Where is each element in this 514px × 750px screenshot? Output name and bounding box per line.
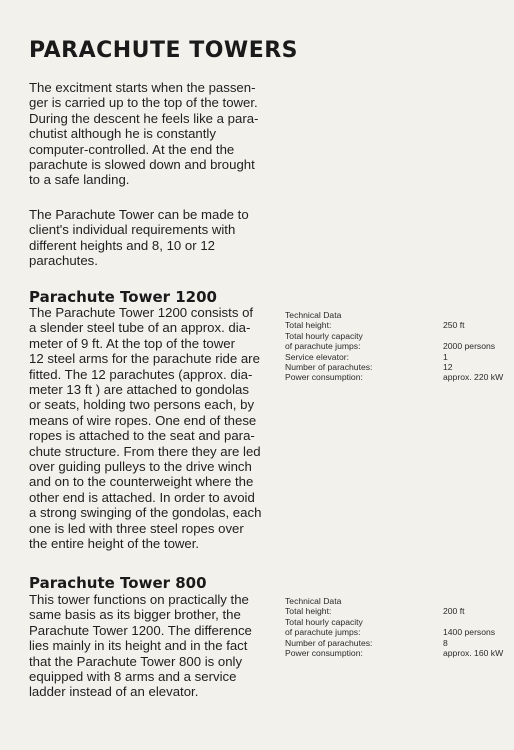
tower-1200-line: a slender steel tube of an approx. dia- <box>29 320 251 336</box>
intro2-line: client's individual requirements with <box>29 222 236 238</box>
intro-paragraph <box>29 80 279 188</box>
tower-1200-line: ropes is attached to the seat and para- <box>29 428 255 444</box>
tower-1200-line: chute structure. From there they are led <box>29 443 261 459</box>
intro-line: computer-controlled. At the end the <box>29 141 235 157</box>
intro2-line: different heights and 8, 10 or 12 <box>29 237 215 253</box>
intro2-line: The Parachute Tower can be made to <box>29 207 249 222</box>
intro-line: The excitment starts when the passen- <box>29 80 256 95</box>
tech-value: approx. 220 kW <box>443 372 504 383</box>
tech-row-power <box>285 648 510 658</box>
tower-800-technical-data <box>285 596 510 658</box>
tech-label: Total hourly capacity <box>285 330 363 341</box>
tech-label: Total height: <box>285 320 332 331</box>
tech-row-parachutes <box>285 362 510 372</box>
tower-1200-line: fitted. The 12 parachutes (approx. dia- <box>29 366 253 382</box>
tech-row-capacity <box>285 627 510 637</box>
tower-1200-technical-data <box>285 310 510 383</box>
intro-line: parachute is slowed down and brought <box>29 157 255 173</box>
tower-800-line: Parachute Tower 1200. The difference <box>29 622 252 638</box>
intro-line: ger is carried up to the top of the tower. <box>29 95 258 111</box>
tech-label: Service elevator: <box>285 351 350 362</box>
tower-1200-line: The Parachute Tower 1200 consists of <box>29 305 254 320</box>
tower-1200-line: other end is attached. In order to avoid <box>29 489 255 505</box>
tech-label: Total height: <box>285 606 332 617</box>
tower-800-heading: Parachute Tower 800 <box>29 574 207 592</box>
tech-label: of parachute jumps: <box>285 627 361 638</box>
tower-1200-line: one is led with three steel ropes over <box>29 520 244 536</box>
tower-1200-line: over guiding pulleys to the drive winch <box>29 459 252 475</box>
tower-800-line: same basis as its bigger brother, the <box>29 607 241 623</box>
tower-800-line: This tower functions on practically the <box>29 592 249 607</box>
tech-row-total-height <box>285 320 510 330</box>
tech-value: 1400 persons <box>443 627 496 638</box>
tech-value: 250 ft <box>443 320 465 331</box>
tower-1200-line: and on to the counterweight where the <box>29 474 254 490</box>
tower-1200-line: means of wire ropes. One end of these <box>29 412 257 428</box>
tech-value: 2000 persons <box>443 341 496 352</box>
intro-line: chutist although he is constantly <box>29 126 216 142</box>
tower-1200-description <box>29 305 261 552</box>
tech-value: approx. 160 kW <box>443 648 504 659</box>
tech-label: Power consumption: <box>285 648 363 659</box>
tower-1200-line: 12 steel arms for the parachute ride are <box>29 351 260 367</box>
tech-label: Total hourly capacity <box>285 616 363 627</box>
tower-800-line: ladder instead of an elevator. <box>29 684 199 700</box>
tech-label: Number of parachutes: <box>285 362 373 373</box>
page-title: PARACHUTE TOWERS <box>29 38 299 63</box>
tech-value: 8 <box>443 637 448 648</box>
tech-row-power <box>285 372 510 382</box>
tech-row-capacity-label <box>285 617 510 627</box>
tech-row-total-height <box>285 606 510 616</box>
tower-1200-line: meter of 9 ft. At the top of the tower <box>29 335 235 351</box>
tower-1200-line: a strong swinging of the gondolas, each <box>29 505 262 521</box>
tech-row-capacity <box>285 341 510 351</box>
tower-800-line: that the Parachute Tower 800 is only <box>29 653 243 669</box>
tech-row-capacity-label <box>285 331 510 341</box>
tech-label: Number of parachutes: <box>285 637 373 648</box>
intro-line: to a safe landing. <box>29 172 130 188</box>
tech-data-header: Technical Data <box>285 310 342 320</box>
tech-value: 12 <box>443 362 453 373</box>
tech-value: 200 ft <box>443 606 465 617</box>
tower-1200-line: or seats, holding two persons each, by <box>29 397 255 413</box>
tech-data-header: Technical Data <box>285 596 342 606</box>
tower-800-line: equipped with 8 arms and a service <box>29 669 237 685</box>
tower-1200-heading: Parachute Tower 1200 <box>29 288 217 306</box>
intro-line: During the descent he feels like a para- <box>29 110 259 126</box>
tech-value: 1 <box>443 351 448 362</box>
tower-1200-line: the entire height of the tower. <box>29 536 200 552</box>
tech-label: of parachute jumps: <box>285 341 361 352</box>
intro-paragraph-2 <box>29 207 279 269</box>
tech-label: Power consumption: <box>285 372 363 383</box>
tower-1200-line: meter 13 ft ) are attached to gondolas <box>29 382 249 398</box>
tech-row-parachutes <box>285 638 510 648</box>
tower-800-description <box>29 592 252 700</box>
tower-800-line: lies mainly in its height and in the fact <box>29 638 248 654</box>
tech-row-elevator <box>285 352 510 362</box>
intro2-line: parachutes. <box>29 253 98 269</box>
